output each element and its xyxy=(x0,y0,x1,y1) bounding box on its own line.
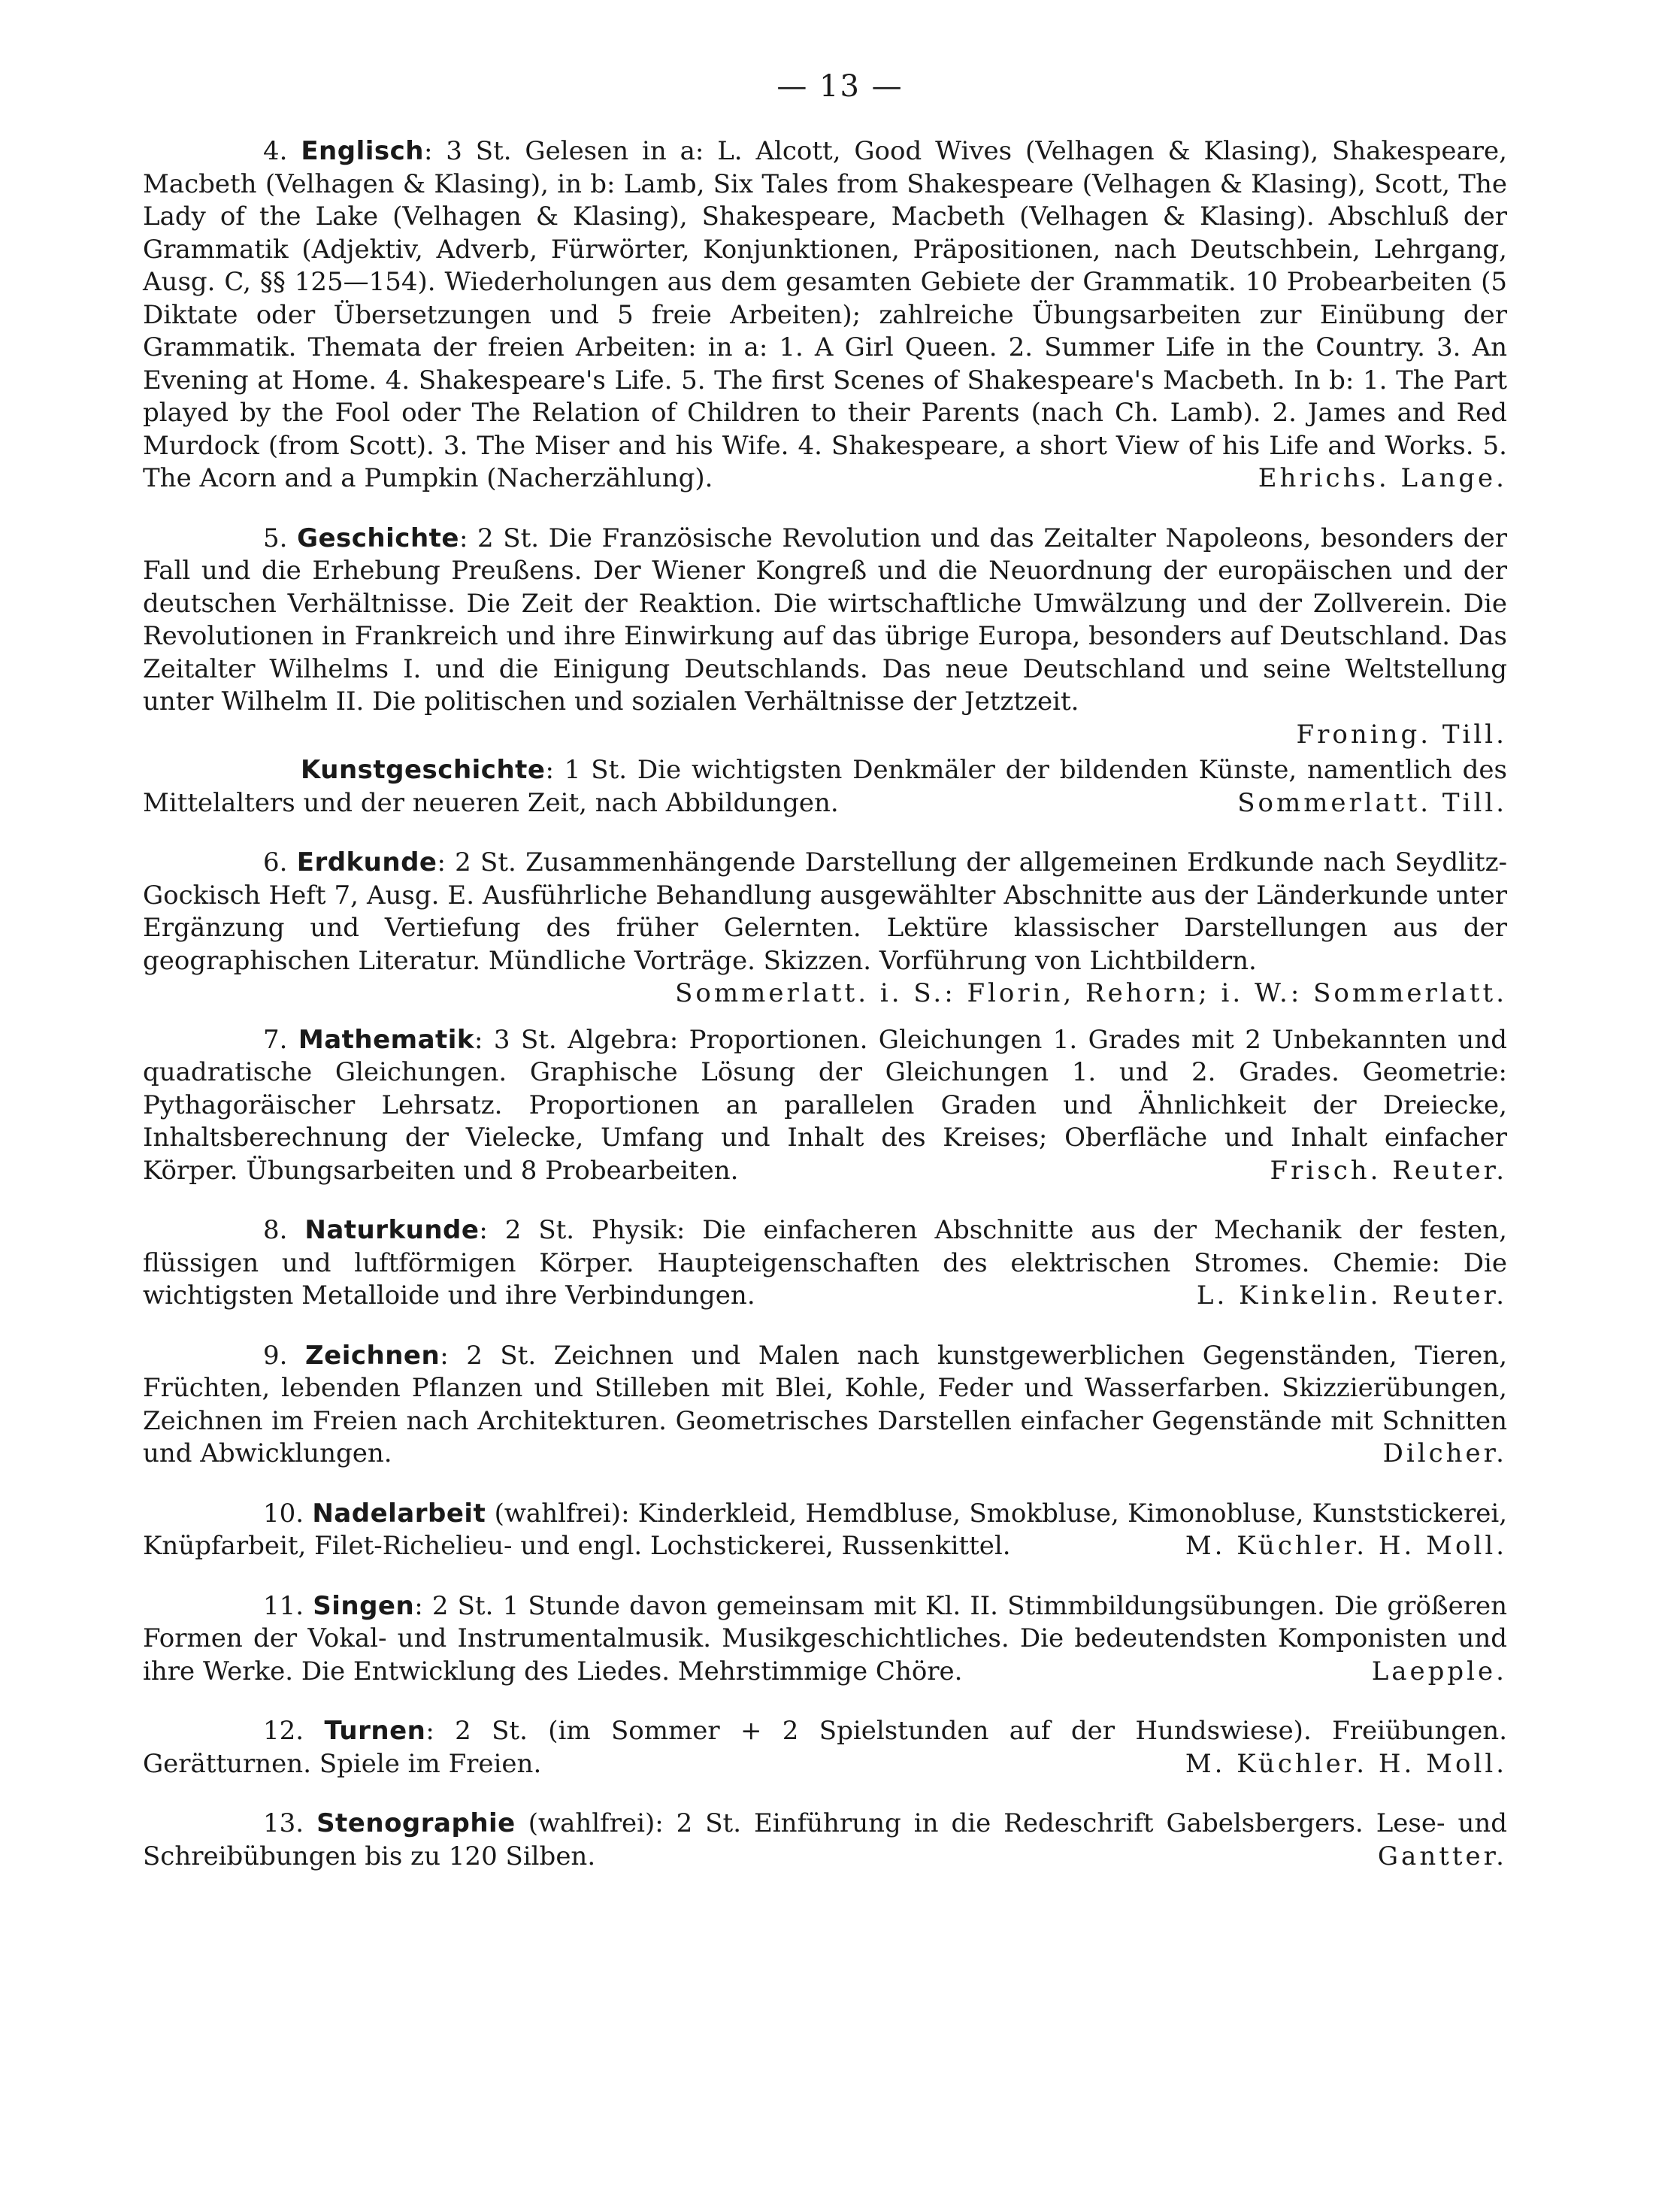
teacher-names: Sommerlatt. i. S.: Florin, Rehorn; i. W.: Sommerlatt. xyxy=(675,978,1507,1008)
section-turnen xyxy=(143,1715,1507,1780)
section-text: : 2 St. (im Sommer + 2 Spielstunden auf der Hundswiese). Freiübungen. Gerätturnen. Spiele im Freien. xyxy=(143,1716,1507,1779)
section-number: 4. xyxy=(263,136,288,166)
section-text: : 2 St. 1 Stunde davon gemeinsam mit Kl. II. Stimmbildungsübungen. Die größeren Formen der Vokal- und Instrumentalmusik. Musikgeschichtliches. Die bedeutendsten Komponisten und ihre Werke. Die Entwicklung des Liedes. Mehrstimmige Chöre. xyxy=(143,1590,1507,1686)
section-number: 13. xyxy=(263,1808,304,1838)
section-englisch xyxy=(143,135,1507,495)
section-text: : 2 St. Die Französische Revolution und das Zeitalter Napoleons, besonders der Fall und die Erhebung Preußens. Der Wiener Kongreß und die Neuordnung der europäischen und der deutschen Verhältnisse. Die Zeit der Reaktion. Die wirtschaftliche Umwälzung und der Zollverein. Die Revolutionen in Frankreich und ihre Einwirkung auf das übrige Europa, besonders auf Deutschland. Das Zeitalter Wilhelms I. und die Einigung Deutschlands. Das neue Deutschland und seine Weltstellung unter Wilhelm II. Die politischen und sozialen Verhältnisse der Jetztzeit. xyxy=(143,523,1507,717)
section-heading: Singen xyxy=(313,1590,415,1621)
teacher-names: L. Kinkelin. Reuter. xyxy=(1196,1280,1507,1311)
teacher-names: Dilcher. xyxy=(1382,1438,1507,1468)
teacher-names: Sommerlatt. Till. xyxy=(1237,787,1507,818)
section-zeichnen xyxy=(143,1340,1507,1471)
section-text: (wahlfrei): Kinderkleid, Hemdbluse, Smokbluse, Kimonobluse, Kunststickerei, Knüpfarbeit, Filet-Richelieu- und engl. Lochstickerei, Russenkittel. xyxy=(143,1498,1508,1561)
section-heading: Kunstgeschichte xyxy=(301,755,546,785)
section-mathematik xyxy=(143,1024,1507,1188)
section-heading: Nadelarbeit xyxy=(312,1498,486,1529)
section-text: : 2 St. Zeichnen und Malen nach kunstgewerblichen Gegenständen, Tieren, Früchten, lebenden Pflanzen und Stilleben mit Blei, Kohle, Feder und Wasserfarben. Skizzierübungen, Zeichnen im Freien nach Architekturen. Geometrisches Darstellen einfacher Gegenstände mit Schnitten und Abwicklungen. xyxy=(143,1340,1508,1468)
section-kunstgeschichte xyxy=(143,754,1507,820)
section-heading: Zeichnen xyxy=(305,1340,440,1371)
section-heading: Erdkunde xyxy=(296,847,437,877)
section-text: : 2 St. Zusammenhängende Darstellung der allgemeinen Erdkunde nach Seydlitz-Gockisch Heft 7, Ausg. E. Ausführliche Behandlung ausgewählter Abschnitte aus der Länderkunde unter Ergänzung und Vertiefung des früher Gelernten. Lektüre klassischer Darstellungen aus der geographischen Literatur. Mündliche Vorträge. Skizzen. Vorführung von Lichtbildern. xyxy=(143,847,1507,976)
section-number: 8. xyxy=(263,1215,288,1245)
teacher-names: M. Küchler. H. Moll. xyxy=(1185,1531,1507,1561)
teacher-names: Gantter. xyxy=(1377,1841,1507,1871)
teacher-names: Frisch. Reuter. xyxy=(1270,1155,1507,1186)
section-nadelarbeit xyxy=(143,1498,1507,1563)
section-heading: Geschichte xyxy=(297,523,459,553)
section-stenographie xyxy=(143,1808,1507,1873)
section-number: 6. xyxy=(263,847,288,877)
section-erdkunde xyxy=(143,847,1507,1011)
section-text: : 3 St. Gelesen in a: L. Alcott, Good Wives (Velhagen & Klasing), Shakespeare, Macbeth (Velhagen & Klasing), in b: Lamb, Six Tales from Shakespeare (Velhagen & Klasing), Scott, The Lady of the Lake (Velhagen & Klasing), Shakespeare, Macbeth (Velhagen & Klasing). Abschluß der Grammatik (Adjektiv, Adverb, Fürwörter, Konjunktionen, Präpositionen, nach Deutschbein, Lehrgang, Ausg. C, §§ 125—154). Wiederholungen aus dem gesamten Gebiete der Grammatik. 10 Probearbeiten (5 Diktate oder Übersetzungen und 5 freie Arbeiten); zahlreiche Übungsarbeiten zur Einübung der Grammatik. Themata der freien Arbeiten: in a: 1. A Girl Queen. 2. Summer Life in the Country. 3. An Evening at Home. 4. Shakespeare's Life. 5. The first Scenes of Shakespeare's Macbeth. In b: 1. The Part played by the Fool oder The Relation of Children to their Parents (nach Ch. Lamb). 2. James and Red Murdock (from Scott). 3. The Miser and his Wife. 4. Shakespeare, a short View of his Life and Works. 5. The Acorn and a Pumpkin (Nacherzählung). xyxy=(143,136,1507,493)
section-text: : 1 St. Die wichtigsten Denkmäler der bildenden Künste, namentlich des Mittelalters und der neueren Zeit, nach Abbildungen. xyxy=(143,755,1507,818)
page-number: — 13 — xyxy=(776,69,904,104)
section-heading: Naturkunde xyxy=(304,1215,480,1245)
teacher-names: M. Küchler. H. Moll. xyxy=(1185,1748,1507,1779)
section-number: 12. xyxy=(263,1716,304,1746)
teacher-names: Ehrichs. Lange. xyxy=(1258,463,1507,493)
section-number: 9. xyxy=(263,1340,288,1371)
section-heading: Englisch xyxy=(301,136,424,166)
section-number: 5. xyxy=(263,523,288,553)
section-number: 11. xyxy=(263,1590,304,1621)
teacher-names: Laepple. xyxy=(1371,1656,1507,1686)
section-singen xyxy=(143,1590,1507,1689)
section-heading: Turnen xyxy=(324,1716,426,1746)
section-number: 7. xyxy=(263,1024,288,1055)
section-heading: Mathematik xyxy=(298,1024,475,1055)
section-number: 10. xyxy=(263,1498,304,1529)
teacher-names: Froning. Till. xyxy=(1296,719,1507,750)
section-heading: Stenographie xyxy=(316,1808,516,1838)
section-naturkunde xyxy=(143,1214,1507,1313)
section-text: (wahlfrei): 2 St. Einführung in die Redeschrift Gabelsbergers. Lese- und Schreibübungen bis zu 120 Silben. xyxy=(143,1808,1507,1871)
page-content xyxy=(143,135,1507,1900)
section-text: : 3 St. Algebra: Proportionen. Gleichungen 1. Grades mit 2 Unbekannten und quadratische Gleichungen. Graphische Lösung der Gleichungen 1. und 2. Grades. Geometrie: Pythagoräischer Lehrsatz. Proportionen an parallelen Graden und Ähnlichkeit der Dreiecke, Inhaltsberechnung der Vielecke, Umfang und Inhalt des Kreises; Oberfläche und Inhalt einfacher Körper. Übungsarbeiten und 8 Probearbeiten. xyxy=(143,1024,1507,1186)
section-geschichte xyxy=(143,523,1507,752)
section-text: : 2 St. Physik: Die einfacheren Abschnitte aus der Mechanik der festen, flüssigen und luftförmigen Körper. Haupteigenschaften des elektrischen Stromes. Chemie: Die wichtigsten Metalloide und ihre Verbindungen. xyxy=(143,1215,1507,1311)
